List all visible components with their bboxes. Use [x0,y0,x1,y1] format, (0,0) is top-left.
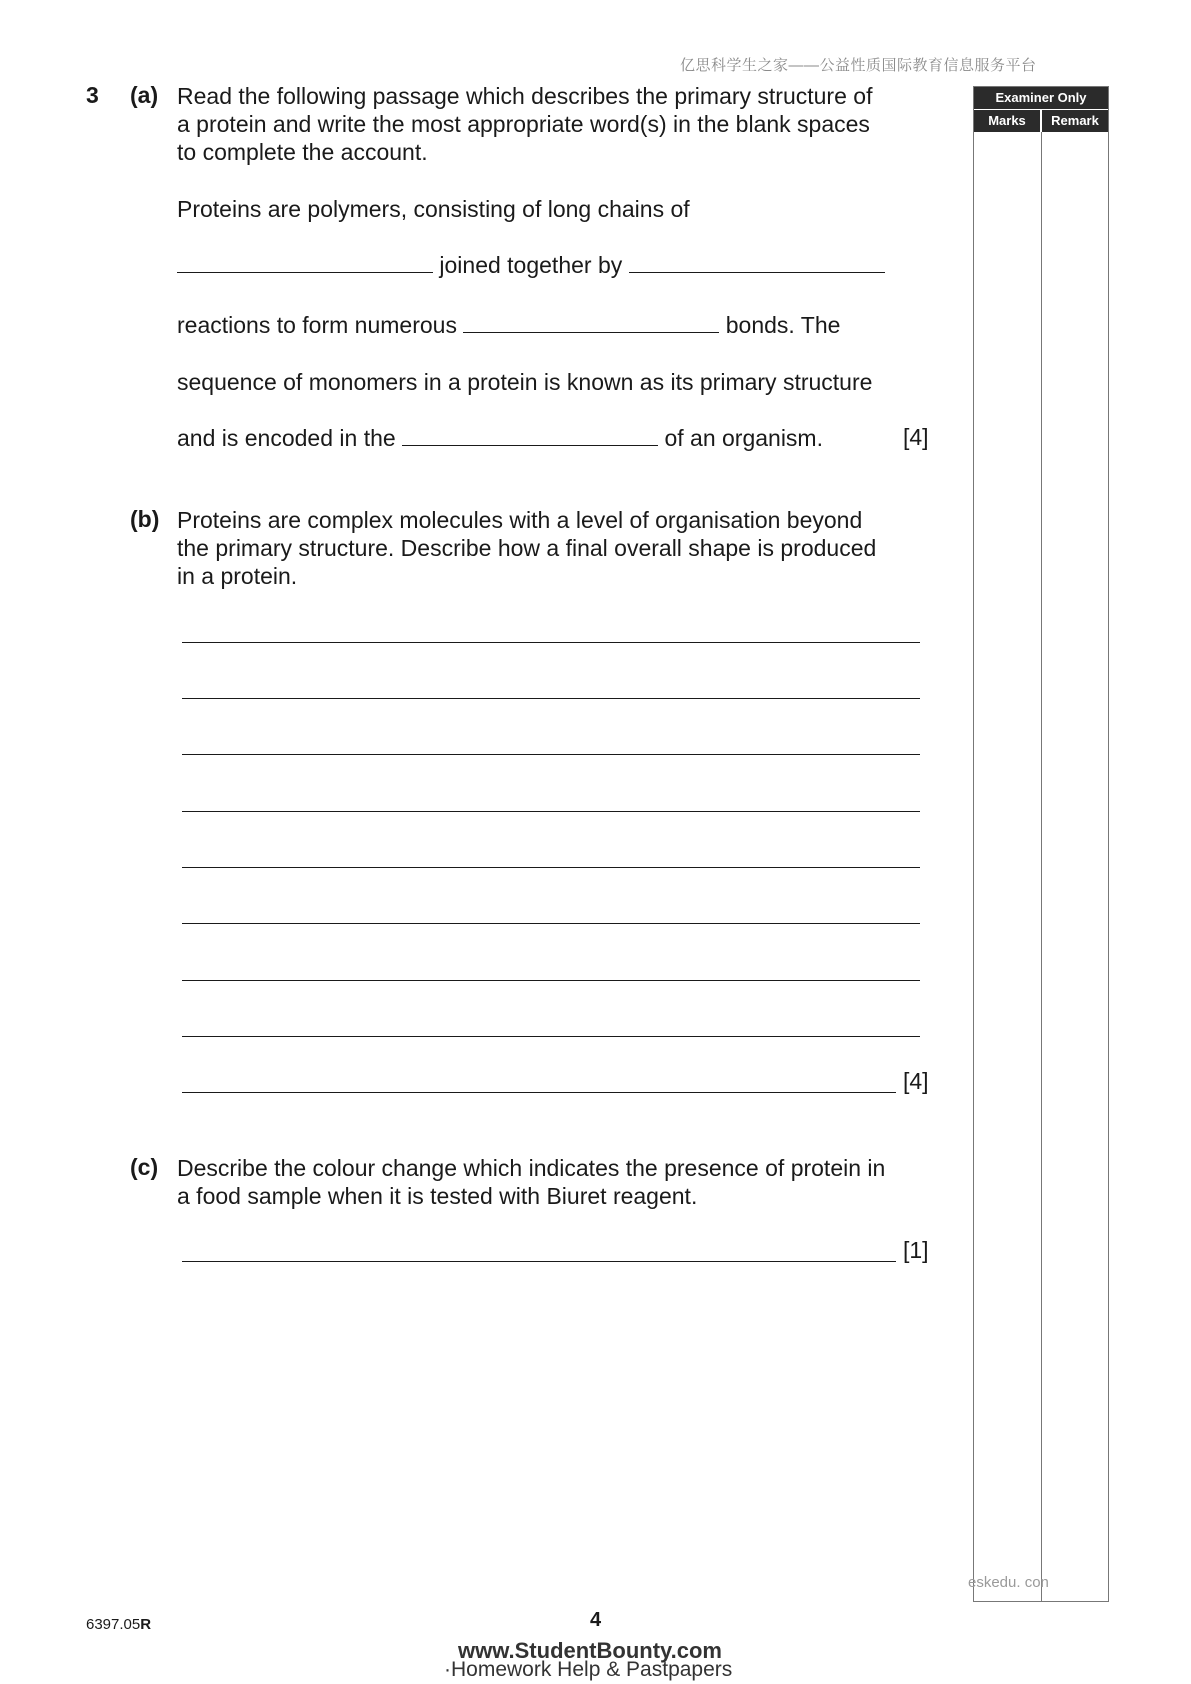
part-c-prompt [177,1154,937,1210]
part-b-prompt-line: the primary structure. Describe how a final overall shape is produced [177,535,877,561]
studentbounty-tagline: ·Homework Help & Pastpapers [444,1658,733,1681]
part-a-marks: [4] [903,424,929,450]
part-b-marks: [4] [903,1068,929,1094]
passage-text: of an organism. [664,425,823,451]
part-c-marks: [1] [903,1237,929,1263]
answer-line[interactable] [182,980,920,981]
paper-code-suffix: R [140,1616,152,1633]
marks-column-header: Marks [974,110,1040,132]
blank-reaction[interactable] [629,252,885,273]
header-watermark: 亿思科学生之家——公益性质国际教育信息服务平台 [680,57,1037,74]
examiner-box-title: Examiner Only [974,87,1108,109]
passage-text: joined together by [439,252,623,278]
question-number: 3 [86,82,99,108]
answer-line[interactable] [182,811,920,812]
paper-code-number: 6397.05 [86,1616,141,1633]
answer-line[interactable] [182,867,920,868]
passage-line-1: Proteins are polymers, consisting of long chains of [177,196,690,222]
examiner-box [973,86,1109,1602]
part-a-prompt-line: a protein and write the most appropriate word(s) in the blank spaces [177,111,870,137]
part-a-prompt-line: to complete the account. [177,139,428,165]
passage-line-4: sequence of monomers in a protein is known as its primary structure [177,369,873,395]
passage-text: and is encoded in the [177,425,396,451]
blank-monomer[interactable] [177,252,433,273]
answer-line[interactable] [182,698,920,699]
blank-bond[interactable] [463,312,719,333]
part-a-prompt-line: Read the following passage which describes the primary structure of [177,83,873,109]
remark-column-header: Remark [1042,110,1108,132]
answer-line[interactable] [182,642,920,643]
blank-location[interactable] [402,425,658,446]
column-divider [1041,132,1042,1602]
paper-code [86,1616,151,1633]
passage-text: reactions to form numerous [177,312,457,338]
passage-line-2 [177,251,885,279]
eskedu-watermark: eskedu. con [968,1574,1049,1591]
part-b-prompt-line: in a protein. [177,563,298,589]
part-c-prompt-line: a food sample when it is tested with Biuret reagent. [177,1183,698,1209]
part-a-label: (a) [130,82,159,108]
part-c-label: (c) [130,1154,159,1180]
answer-line[interactable] [182,1036,920,1037]
part-a-prompt [177,82,937,166]
part-b-prompt [177,506,937,590]
answer-line[interactable] [182,923,920,924]
part-c-prompt-line: Describe the colour change which indicates the presence of protein in [177,1155,886,1181]
studentbounty-url[interactable]: www.StudentBounty.com [458,1638,722,1663]
passage-line-5 [177,424,823,452]
answer-line[interactable] [182,1092,896,1093]
passage-line-3 [177,311,840,339]
part-b-prompt-line: Proteins are complex molecules with a level of organisation beyond [177,507,863,533]
part-b-label: (b) [130,506,160,532]
passage-text: bonds. The [725,312,841,338]
page-number: 4 [590,1609,602,1631]
answer-line[interactable] [182,1261,896,1262]
answer-line[interactable] [182,754,920,755]
